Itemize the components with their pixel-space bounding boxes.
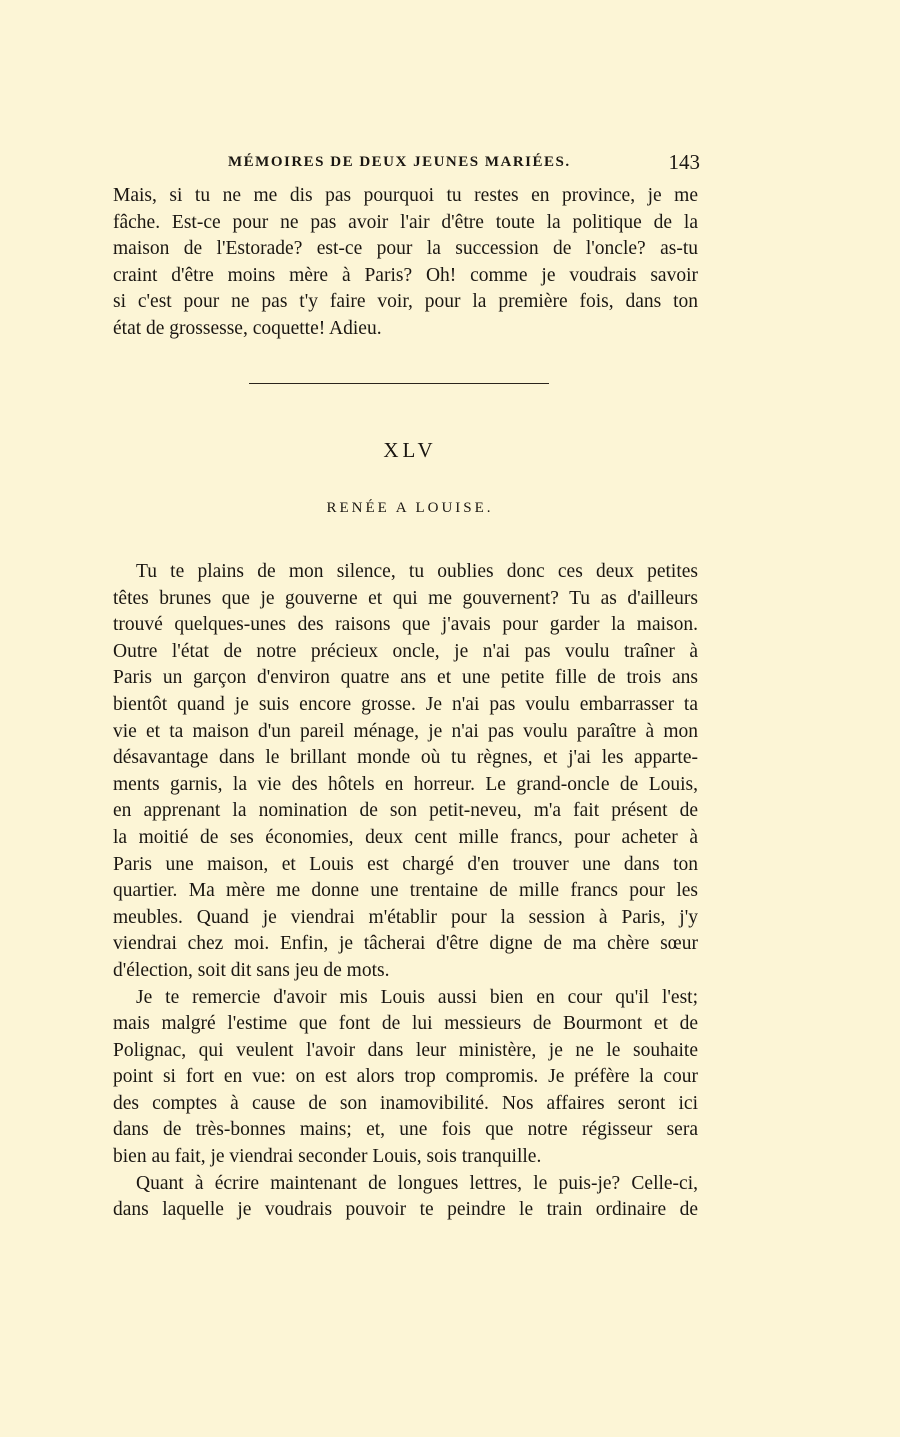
paragraph (113, 559, 698, 985)
text-line: quartier. Ma mère me donne une trentaine de mille francs pour les (113, 880, 698, 902)
text-line: d'élection, soit dit sans jeu de mots. (113, 959, 390, 981)
text-line: maison de l'Estorade? est-ce pour la succession de l'oncle? as-tu (113, 238, 698, 260)
text-line: viendrai chez moi. Enfin, je tâcherai d'être digne de ma chère sœur (113, 933, 698, 955)
text-line: des comptes à cause de son inamovibilité. Nos affaires seront ici (113, 1092, 698, 1114)
text-line: craint d'être moins mère à Paris? Oh! comme je voudrais savoir (113, 264, 698, 286)
chapter-number: XLV (383, 438, 437, 462)
text-line: Mais, si tu ne me dis pas pourquoi tu restes en province, je me (113, 185, 698, 206)
text-line: dans de très-bonnes mains; et, une fois que notre régisseur sera (113, 1119, 698, 1141)
text-line: Quant à écrire maintenant de longues lettres, le puis-je? Celle-ci, (136, 1172, 698, 1194)
text-line: point si fort en vue: on est alors trop compromis. Je préfère la cour (113, 1066, 698, 1088)
text-line: dans laquelle je voudrais pouvoir te peindre le train ordinaire de (113, 1199, 698, 1221)
text-line: Tu te plains de mon silence, tu oublies donc ces deux petites (136, 561, 698, 582)
text-line: en apprenant la nomination de son petit-neveu, m'a fait présent de (113, 800, 698, 822)
text-line: meubles. Quand je viendrai m'établir pour la session à Paris, j'y (113, 906, 698, 928)
paragraph (113, 985, 698, 1171)
letter-title: RENÉE A LOUISE. (326, 500, 494, 516)
text-line: fâche. Est-ce pour ne pas avoir l'air d'être toute la politique de la (113, 211, 698, 233)
text-line: Polignac, qui veulent l'avoir dans leur ministère, je ne le souhaite (113, 1039, 698, 1061)
text-line: trouvé quelques-unes des raisons que j'avais pour garder la maison. (113, 614, 698, 636)
text-line: ments garnis, la vie des hôtels en horreur. Le grand-oncle de Louis, (113, 773, 698, 795)
text-line: désavantage dans le brillant monde où tu règnes, et j'ai les apparte- (113, 747, 698, 769)
running-header (113, 150, 700, 176)
text-line: Paris un garçon d'environ quatre ans et une petite fille de trois ans (113, 667, 698, 689)
text-line: état de grossesse, coquette! Adieu. (113, 317, 382, 339)
text-line: Je te remercie d'avoir mis Louis aussi bien en cour qu'il l'est; (136, 986, 698, 1008)
text-line: bien au fait, je viendrai seconder Louis, sois tranquille. (113, 1146, 542, 1168)
text-line: bientôt quand je suis encore grosse. Je n'ai pas voulu embarrasser ta (113, 693, 698, 715)
text-line: vie et ta maison d'un pareil ménage, je n'ai pas voulu paraître à mon (113, 720, 698, 742)
section-divider (249, 383, 549, 384)
intro-paragraph (113, 183, 698, 343)
text-line: si c'est pour ne pas t'y faire voir, pour la première fois, dans ton (113, 291, 698, 313)
text-line: la moitié de ses économies, deux cent mille francs, pour acheter à (113, 826, 698, 848)
letter-body (113, 559, 698, 1224)
running-title: MÉMOIRES DE DEUX JEUNES MARIÉES. (228, 154, 571, 170)
text-line: Paris une maison, et Louis est chargé d'en trouver une dans ton (113, 853, 698, 875)
paragraph (113, 1171, 698, 1224)
text-line: mais malgré l'estime que font de lui messieurs de Bourmont et de (113, 1013, 698, 1035)
text-line: têtes brunes que je gouverne et qui me gouvernent? Tu as d'ailleurs (113, 587, 698, 609)
page-number: 143 (668, 150, 700, 174)
text-line: Outre l'état de notre précieux oncle, je n'ai pas voulu traîner à (113, 640, 698, 662)
